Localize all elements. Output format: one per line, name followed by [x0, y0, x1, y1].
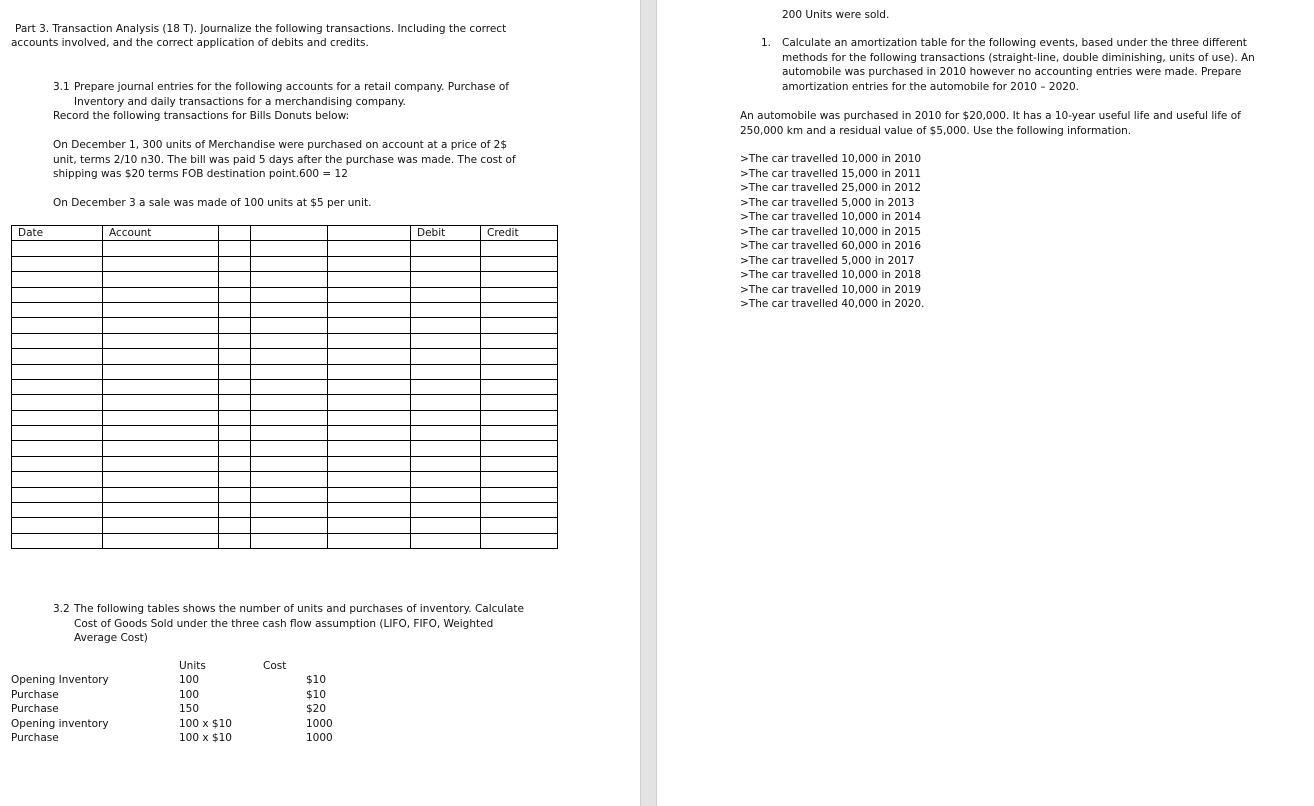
units-sold-note: 200 Units were sold. [782, 9, 890, 21]
journal-cell [251, 533, 328, 548]
dec1-line-2: unit, terms 2/10 n30. The bill was paid 5 days after the purchase was made. The cost of [53, 153, 516, 166]
list-item: >The car travelled 15,000 in 2011 [740, 167, 922, 180]
journal-cell [481, 487, 558, 502]
automobile-line-2: 250,000 km and a residual value of $5,000. Use the following information. [740, 124, 1132, 137]
journal-cell [481, 256, 558, 271]
header-blank-2 [251, 226, 328, 241]
journal-cell [12, 487, 103, 502]
journal-cell [103, 410, 219, 425]
journal-cell [328, 441, 411, 456]
journal-cell [411, 302, 481, 317]
section-3-1-line-2: Inventory and daily transactions for a merchandising company. [74, 95, 406, 108]
journal-cell [411, 333, 481, 348]
journal-cell [219, 241, 251, 256]
journal-cell [12, 441, 103, 456]
journal-cell [328, 318, 411, 333]
journal-cell [219, 318, 251, 333]
header-credit: Credit [481, 226, 558, 241]
journal-row [12, 503, 558, 518]
inventory-labels [11, 673, 109, 746]
journal-cell [411, 272, 481, 287]
inventory-costs [306, 673, 333, 746]
right-page [657, 0, 1314, 806]
journal-cell [219, 333, 251, 348]
journal-cell [411, 487, 481, 502]
journal-cell [103, 395, 219, 410]
journal-cell [103, 441, 219, 456]
journal-cell [219, 487, 251, 502]
journal-cell [328, 333, 411, 348]
header-debit: Debit [411, 226, 481, 241]
page-gutter [640, 0, 657, 806]
journal-cell [12, 472, 103, 487]
header-account: Account [103, 226, 219, 241]
inventory-row-cost: 1000 [306, 717, 333, 730]
journal-cell [103, 364, 219, 379]
list-item: >The car travelled 10,000 in 2010 [740, 153, 922, 165]
journal-cell [12, 503, 103, 518]
journal-cell [481, 503, 558, 518]
journal-cell [219, 379, 251, 394]
section-3-2-line-3: Average Cost) [74, 632, 148, 644]
journal-cell [411, 364, 481, 379]
journal-cell [251, 472, 328, 487]
journal-cell [251, 241, 328, 256]
journal-cell [219, 533, 251, 548]
journal-cell [12, 456, 103, 471]
inventory-row-label: Opening Inventory [11, 674, 109, 686]
journal-cell [12, 318, 103, 333]
journal-cell [411, 456, 481, 471]
inventory-row-label: Opening inventory [11, 717, 109, 730]
journal-row [12, 318, 558, 333]
journal-cell [12, 379, 103, 394]
journal-row [12, 287, 558, 302]
section-3-2-line-1: The following tables shows the number of units and purchases of inventory. Calculate [74, 603, 524, 615]
journal-cell [328, 503, 411, 518]
journal-cell [103, 426, 219, 441]
journal-cell [328, 349, 411, 364]
journal-row [12, 241, 558, 256]
journal-cell [328, 395, 411, 410]
journal-cell [251, 518, 328, 533]
journal-cell [481, 472, 558, 487]
journal-cell [481, 272, 558, 287]
journal-row [12, 472, 558, 487]
journal-cell [103, 302, 219, 317]
journal-cell [251, 287, 328, 302]
journal-cell [251, 256, 328, 271]
journal-cell [12, 256, 103, 271]
list-item: >The car travelled 5,000 in 2017 [740, 254, 915, 267]
question-1-first-line [761, 36, 1281, 51]
journal-row [12, 518, 558, 533]
journal-cell [481, 518, 558, 533]
journal-row [12, 533, 558, 548]
journal-cell [12, 518, 103, 533]
journal-table [11, 225, 558, 549]
journal-cell [219, 364, 251, 379]
journal-cell [12, 533, 103, 548]
journal-row [12, 426, 558, 441]
journal-cell [328, 241, 411, 256]
journal-row [12, 379, 558, 394]
journal-row [12, 333, 558, 348]
journal-cell [103, 472, 219, 487]
journal-cell [12, 410, 103, 425]
list-item: >The car travelled 10,000 in 2015 [740, 225, 922, 238]
journal-cell [481, 410, 558, 425]
journal-cell [12, 349, 103, 364]
journal-cell [12, 395, 103, 410]
journal-cell [411, 287, 481, 302]
journal-cell [328, 533, 411, 548]
automobile-line-1: An automobile was purchased in 2010 for $20,000. It has a 10-year useful life and useful life of [740, 110, 1241, 122]
journal-cell [219, 426, 251, 441]
inventory-cost-header: Cost [263, 660, 287, 672]
journal-cell [481, 441, 558, 456]
journal-cell [103, 518, 219, 533]
question-1 [761, 36, 1281, 94]
section-3-1-line-1: Prepare journal entries for the following accounts for a retail company. Purchase of [74, 81, 509, 93]
journal-cell [481, 349, 558, 364]
journal-cell [251, 395, 328, 410]
journal-cell [251, 349, 328, 364]
journal-cell [328, 410, 411, 425]
journal-cell [12, 333, 103, 348]
section-3-1 [53, 80, 573, 124]
list-item: >The car travelled 5,000 in 2013 [740, 196, 915, 209]
journal-cell [481, 318, 558, 333]
header-blank-3 [328, 226, 411, 241]
inventory-row-label: Purchase [11, 703, 59, 715]
section-3-1-number: 3.1 [53, 81, 70, 93]
dec3-paragraph: On December 3 a sale was made of 100 units at $5 per unit. [53, 197, 372, 209]
journal-cell [219, 272, 251, 287]
journal-cell [219, 349, 251, 364]
question-1-line-1: Calculate an amortization table for the following events, based under the three different [782, 37, 1247, 49]
journal-cell [12, 272, 103, 287]
journal-cell [103, 272, 219, 287]
journal-cell [103, 487, 219, 502]
journal-cell [219, 472, 251, 487]
journal-cell [12, 241, 103, 256]
journal-cell [481, 456, 558, 471]
journal-header-row [12, 226, 558, 241]
dec1-line-1: On December 1, 300 units of Merchandise were purchased on account at a price of 2$ [53, 139, 508, 151]
journal-cell [328, 256, 411, 271]
journal-cell [251, 410, 328, 425]
part-heading-line-2: accounts involved, and the correct application of debits and credits. [11, 37, 369, 49]
list-item: >The car travelled 60,000 in 2016 [740, 240, 922, 252]
section-3-1-first-line [53, 80, 573, 95]
journal-cell [481, 302, 558, 317]
journal-cell [328, 426, 411, 441]
journal-cell [103, 379, 219, 394]
journal-cell [411, 241, 481, 256]
section-3-2-number: 3.2 [53, 603, 70, 615]
journal-row [12, 487, 558, 502]
journal-cell [219, 395, 251, 410]
dec1-paragraph [53, 138, 516, 182]
journal-cell [12, 364, 103, 379]
section-3-2-first-line [53, 602, 573, 617]
journal-cell [12, 426, 103, 441]
journal-cell [481, 379, 558, 394]
journal-row [12, 364, 558, 379]
list-item: >The car travelled 10,000 in 2019 [740, 283, 922, 296]
journal-row [12, 395, 558, 410]
journal-row [12, 456, 558, 471]
journal-cell [328, 487, 411, 502]
list-item: >The car travelled 10,000 in 2014 [740, 211, 922, 223]
list-item: >The car travelled 25,000 in 2012 [740, 182, 922, 194]
list-item: >The car travelled 10,000 in 2018 [740, 269, 922, 281]
automobile-paragraph [740, 109, 1241, 138]
journal-cell [251, 364, 328, 379]
journal-cell [481, 287, 558, 302]
journal-row [12, 302, 558, 317]
journal-cell [481, 395, 558, 410]
inventory-units-header: Units [179, 660, 206, 672]
inventory-row-units: 100 x $10 [179, 732, 232, 744]
dec1-line-3: shipping was $20 terms FOB destination point.600 = 12 [53, 168, 348, 180]
header-date: Date [12, 226, 103, 241]
journal-cell [411, 395, 481, 410]
journal-cell [411, 518, 481, 533]
inventory-row-label: Purchase [11, 732, 59, 744]
question-1-line-4: amortization entries for the automobile for 2010 – 2020. [782, 80, 1079, 93]
journal-cell [481, 364, 558, 379]
journal-cell [251, 503, 328, 518]
inventory-row-units: 100 x $10 [179, 717, 232, 730]
inventory-units [179, 673, 232, 746]
journal-cell [411, 426, 481, 441]
journal-row [12, 349, 558, 364]
journal-cell [103, 287, 219, 302]
journal-row [12, 272, 558, 287]
journal-cell [411, 441, 481, 456]
journal-cell [251, 487, 328, 502]
journal-cell [328, 287, 411, 302]
journal-cell [328, 379, 411, 394]
inventory-row-cost: 1000 [306, 732, 333, 744]
journal-cell [251, 379, 328, 394]
journal-cell [328, 518, 411, 533]
journal-cell [219, 441, 251, 456]
inventory-row-units: 100 [179, 688, 200, 701]
journal-cell [219, 287, 251, 302]
journal-body [12, 226, 558, 549]
journal-cell [251, 333, 328, 348]
journal-cell [328, 364, 411, 379]
journal-cell [411, 503, 481, 518]
list-item: >The car travelled 40,000 in 2020. [740, 298, 925, 310]
journal-cell [103, 318, 219, 333]
header-blank-1 [219, 226, 251, 241]
journal-row [12, 410, 558, 425]
journal-cell [251, 426, 328, 441]
journal-cell [251, 456, 328, 471]
journal-row [12, 256, 558, 271]
inventory-row-units: 100 [179, 674, 200, 686]
journal-cell [251, 272, 328, 287]
journal-cell [328, 272, 411, 287]
question-1-line-2: methods for the following transactions (straight-line, double diminishing, units of use). An [782, 51, 1255, 64]
question-1-line-3: automobile was purchased in 2010 however no accounting entries were made. Prepare [782, 66, 1242, 78]
journal-cell [481, 333, 558, 348]
journal-cell [411, 256, 481, 271]
inventory-row-units: 150 [179, 703, 200, 715]
section-3-1-line-3: Record the following transactions for Bills Donuts below: [53, 110, 350, 122]
journal-cell [219, 456, 251, 471]
journal-cell [328, 456, 411, 471]
journal-cell [219, 302, 251, 317]
journal-cell [251, 318, 328, 333]
journal-cell [411, 472, 481, 487]
journal-cell [12, 302, 103, 317]
journal-cell [103, 333, 219, 348]
inventory-row-label: Purchase [11, 688, 59, 701]
journal-cell [12, 287, 103, 302]
journal-cell [103, 533, 219, 548]
journal-cell [411, 379, 481, 394]
journal-cell [103, 503, 219, 518]
journal-cell [219, 410, 251, 425]
question-1-number: 1. [761, 37, 772, 49]
left-page [0, 0, 640, 806]
inventory-row-cost: $10 [306, 688, 327, 701]
journal-cell [103, 241, 219, 256]
journal-cell [411, 533, 481, 548]
journal-cell [219, 503, 251, 518]
journal-cell [328, 302, 411, 317]
journal-cell [103, 349, 219, 364]
journal-cell [103, 456, 219, 471]
journal-cell [411, 318, 481, 333]
car-travel-list [740, 152, 924, 312]
inventory-row-cost: $10 [306, 674, 327, 686]
journal-cell [251, 302, 328, 317]
journal-cell [411, 349, 481, 364]
inventory-row-cost: $20 [306, 703, 327, 715]
journal-cell [481, 241, 558, 256]
section-3-2 [53, 602, 573, 646]
journal-cell [411, 410, 481, 425]
part-heading-line-1: Part 3. Transaction Analysis (18 T). Journalize the following transactions. Including the correct [15, 23, 507, 35]
journal-cell [251, 441, 328, 456]
journal-cell [219, 518, 251, 533]
journal-cell [103, 256, 219, 271]
journal-row [12, 441, 558, 456]
journal-cell [219, 256, 251, 271]
journal-cell [328, 472, 411, 487]
section-3-2-line-2: Cost of Goods Sold under the three cash flow assumption (LIFO, FIFO, Weighted [74, 617, 494, 630]
journal-cell [481, 533, 558, 548]
journal-cell [481, 426, 558, 441]
